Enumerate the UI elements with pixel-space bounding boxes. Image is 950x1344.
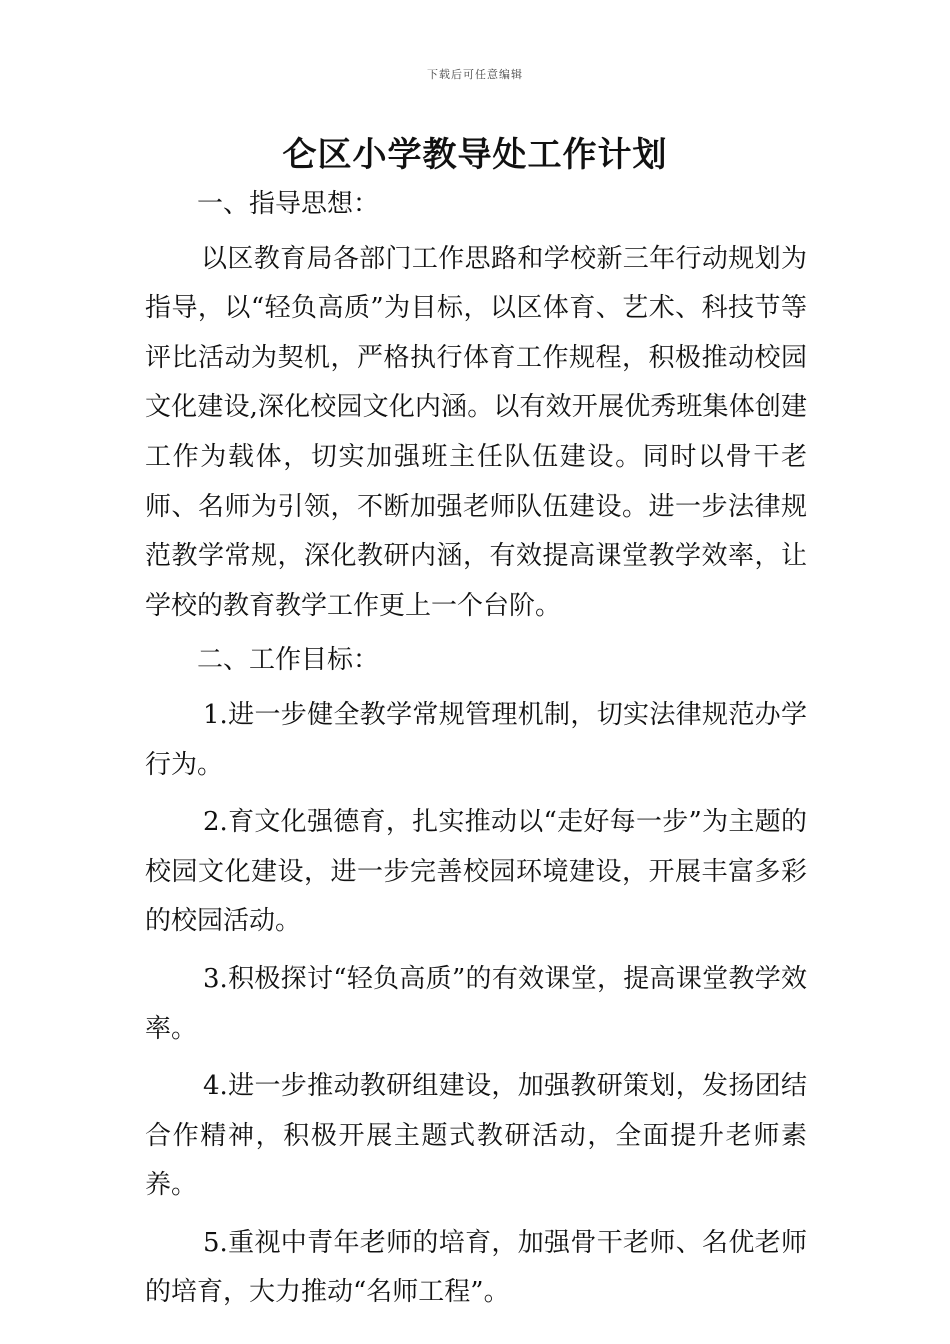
goal-item: 2.育文化强德育，扎实推动以“走好每一步”为主题的校园文化建设，进一步完善校园环境建设，开展丰富多彩的校园活动。 — [145, 807, 807, 937]
guiding-ideology-paragraph: 以区教育局各部门工作思路和学校新三年行动规划为指导，以“轻负高质”为目标，以区体育、艺术、科技节等评比活动为契机，严格执行体育工作规程，积极推动校园文化建设,深化校园文化内涵。以有效开展优秀班集体创建工作为载体，切实加强班主任队伍建设。同时以骨干老师、名师为引领，不断加强老师队伍建设。进一步法律规范教学常规，深化教研内涵，有效提高课堂教学效率，让学校的教育教学工作更上一个台阶。 — [145, 243, 807, 621]
document-body — [145, 180, 807, 1318]
header-note: 下载后可任意编辑 — [427, 68, 523, 81]
goal-item: 1.进一步健全教学常规管理机制，切实法律规范办学行为。 — [145, 699, 807, 780]
goal-item: 3.积极探讨“轻负高质”的有效课堂，提高课堂教学效率。 — [145, 963, 807, 1044]
section-heading-work-goals: 二、工作目标： — [197, 645, 380, 676]
goal-item: 5.重视中青年老师的培育，加强骨干老师、名优老师的培育，大力推动“名师工程”。 — [145, 1227, 807, 1308]
document-title: 仑区小学教导处工作计划 — [282, 135, 668, 175]
section-heading-guiding-ideology: 一、指导思想： — [197, 189, 380, 219]
goal-item: 4.进一步推动教研组建设，加强教研策划，发扬团结合作精神，积极开展主题式教研活动，全面提升老师素养。 — [145, 1071, 807, 1201]
